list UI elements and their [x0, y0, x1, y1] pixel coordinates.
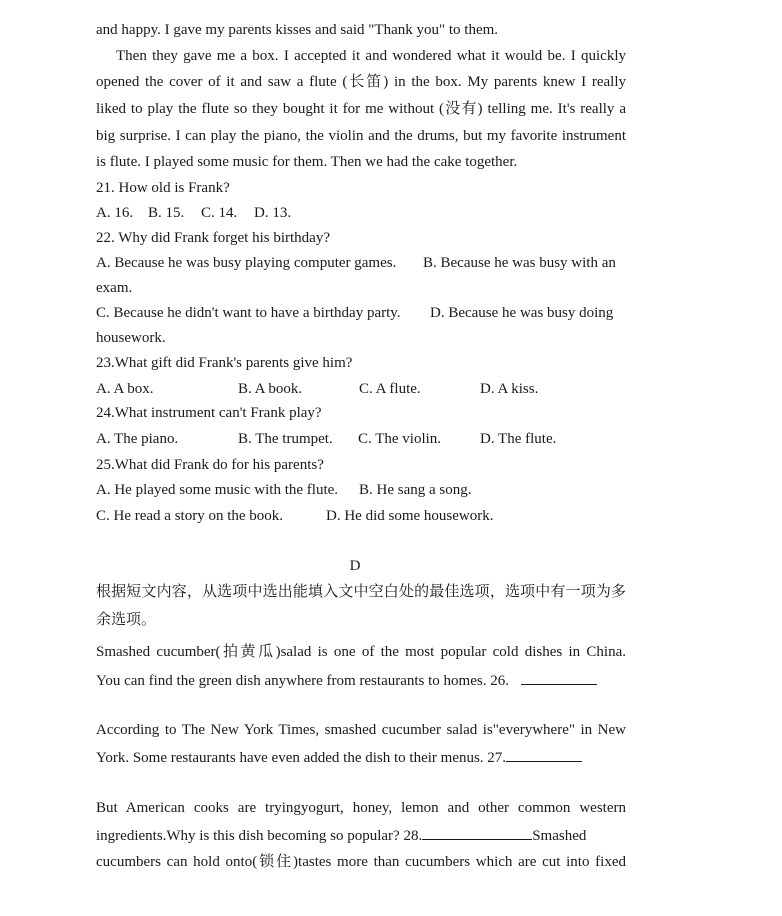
question-23-stem: 23.What gift did Frank's parents give him?	[96, 355, 353, 371]
answer-blank-26[interactable]	[521, 670, 597, 685]
paragraph-line	[96, 670, 626, 691]
q25-option-c[interactable]: C. He read a story on the book.	[96, 508, 284, 524]
answer-blank-27[interactable]	[506, 747, 582, 762]
question-24-stem: 24.What instrument can't Frank play?	[96, 405, 322, 421]
paragraph-line	[96, 825, 626, 846]
passage-line: opened the cover of it and saw a flute (长笛) in the box. My parents knew I really	[96, 74, 626, 90]
q23-option-d[interactable]: D. A kiss.	[480, 381, 539, 397]
q24-option-b[interactable]: B. The trumpet.	[238, 431, 333, 447]
section-instruction: 根据短文内容，从选项中选出能填入文中空白处的最佳选项，选项中有一项为多	[96, 584, 626, 600]
q24-option-c[interactable]: C. The violin.	[358, 431, 442, 447]
question-22-stem: 22. Why did Frank forget his birthday?	[96, 230, 330, 246]
q22-option-b[interactable]: B. Because he was busy with an	[423, 255, 616, 271]
passage-line: and happy. I gave my parents kisses and said "Thank you" to them.	[96, 22, 499, 38]
q21-option-d[interactable]: D. 13.	[254, 205, 292, 221]
paragraph-text: You can find the green dish anywhere from restaurants to homes. 26.	[96, 673, 509, 689]
passage-line: big surprise. I can play the piano, the violin and the drums, but my favorite instrument	[96, 128, 626, 144]
q24-option-d[interactable]: D. The flute.	[480, 431, 557, 447]
q23-option-c[interactable]: C. A flute.	[359, 381, 421, 397]
paragraph-line: According to The New York Times, smashed cucumber salad is"everywhere" in New	[96, 722, 626, 738]
q25-option-d[interactable]: D. He did some housework.	[326, 508, 494, 524]
q21-option-a[interactable]: A. 16.	[96, 205, 134, 221]
q21-option-c[interactable]: C. 14.	[201, 205, 238, 221]
passage-line: liked to play the flute so they bought it for me without (没有) telling me. It's really a	[96, 101, 626, 117]
answer-blank-28[interactable]	[422, 825, 532, 840]
paragraph-line: cucumbers can hold onto(锁住)tastes more than cucumbers which are cut into fixed	[96, 854, 626, 870]
passage-line: is flute. I played some music for them. Then we had the cake together.	[96, 154, 518, 170]
section-instruction: 余选项。	[96, 612, 157, 628]
paragraph-line	[96, 747, 626, 768]
paragraph-line: Smashed cucumber(拍黄瓜)salad is one of the most popular cold dishes in China.	[96, 644, 626, 660]
q23-option-a[interactable]: A. A box.	[96, 381, 154, 397]
section-title: D	[349, 558, 361, 574]
q22-option-c[interactable]: C. Because he didn't want to have a birthday party.	[96, 305, 401, 321]
passage-line: Then they gave me a box. I accepted it and wondered what it would be. I quickly	[116, 48, 626, 64]
q22-option-a[interactable]: A. Because he was busy playing computer games.	[96, 255, 397, 271]
q22-option-d-continued: housework.	[96, 330, 166, 346]
q21-option-b[interactable]: B. 15.	[148, 205, 185, 221]
paragraph-text: Smashed	[532, 828, 587, 844]
question-21-stem: 21. How old is Frank?	[96, 180, 230, 196]
q23-option-b[interactable]: B. A book.	[238, 381, 303, 397]
paragraph-text: York. Some restaurants have even added the dish to their menus. 27.	[96, 750, 507, 766]
paragraph-line: But American cooks are tryingyogurt, honey, lemon and other common western	[96, 800, 626, 816]
q24-option-a[interactable]: A. The piano.	[96, 431, 179, 447]
paragraph-text: ingredients.Why is this dish becoming so popular? 28.	[96, 828, 423, 844]
q22-option-d[interactable]: D. Because he was busy doing	[430, 305, 614, 321]
q22-option-b-continued: exam.	[96, 280, 133, 296]
question-25-stem: 25.What did Frank do for his parents?	[96, 457, 324, 473]
q25-option-a[interactable]: A. He played some music with the flute.	[96, 482, 339, 498]
q25-option-b[interactable]: B. He sang a song.	[359, 482, 472, 498]
